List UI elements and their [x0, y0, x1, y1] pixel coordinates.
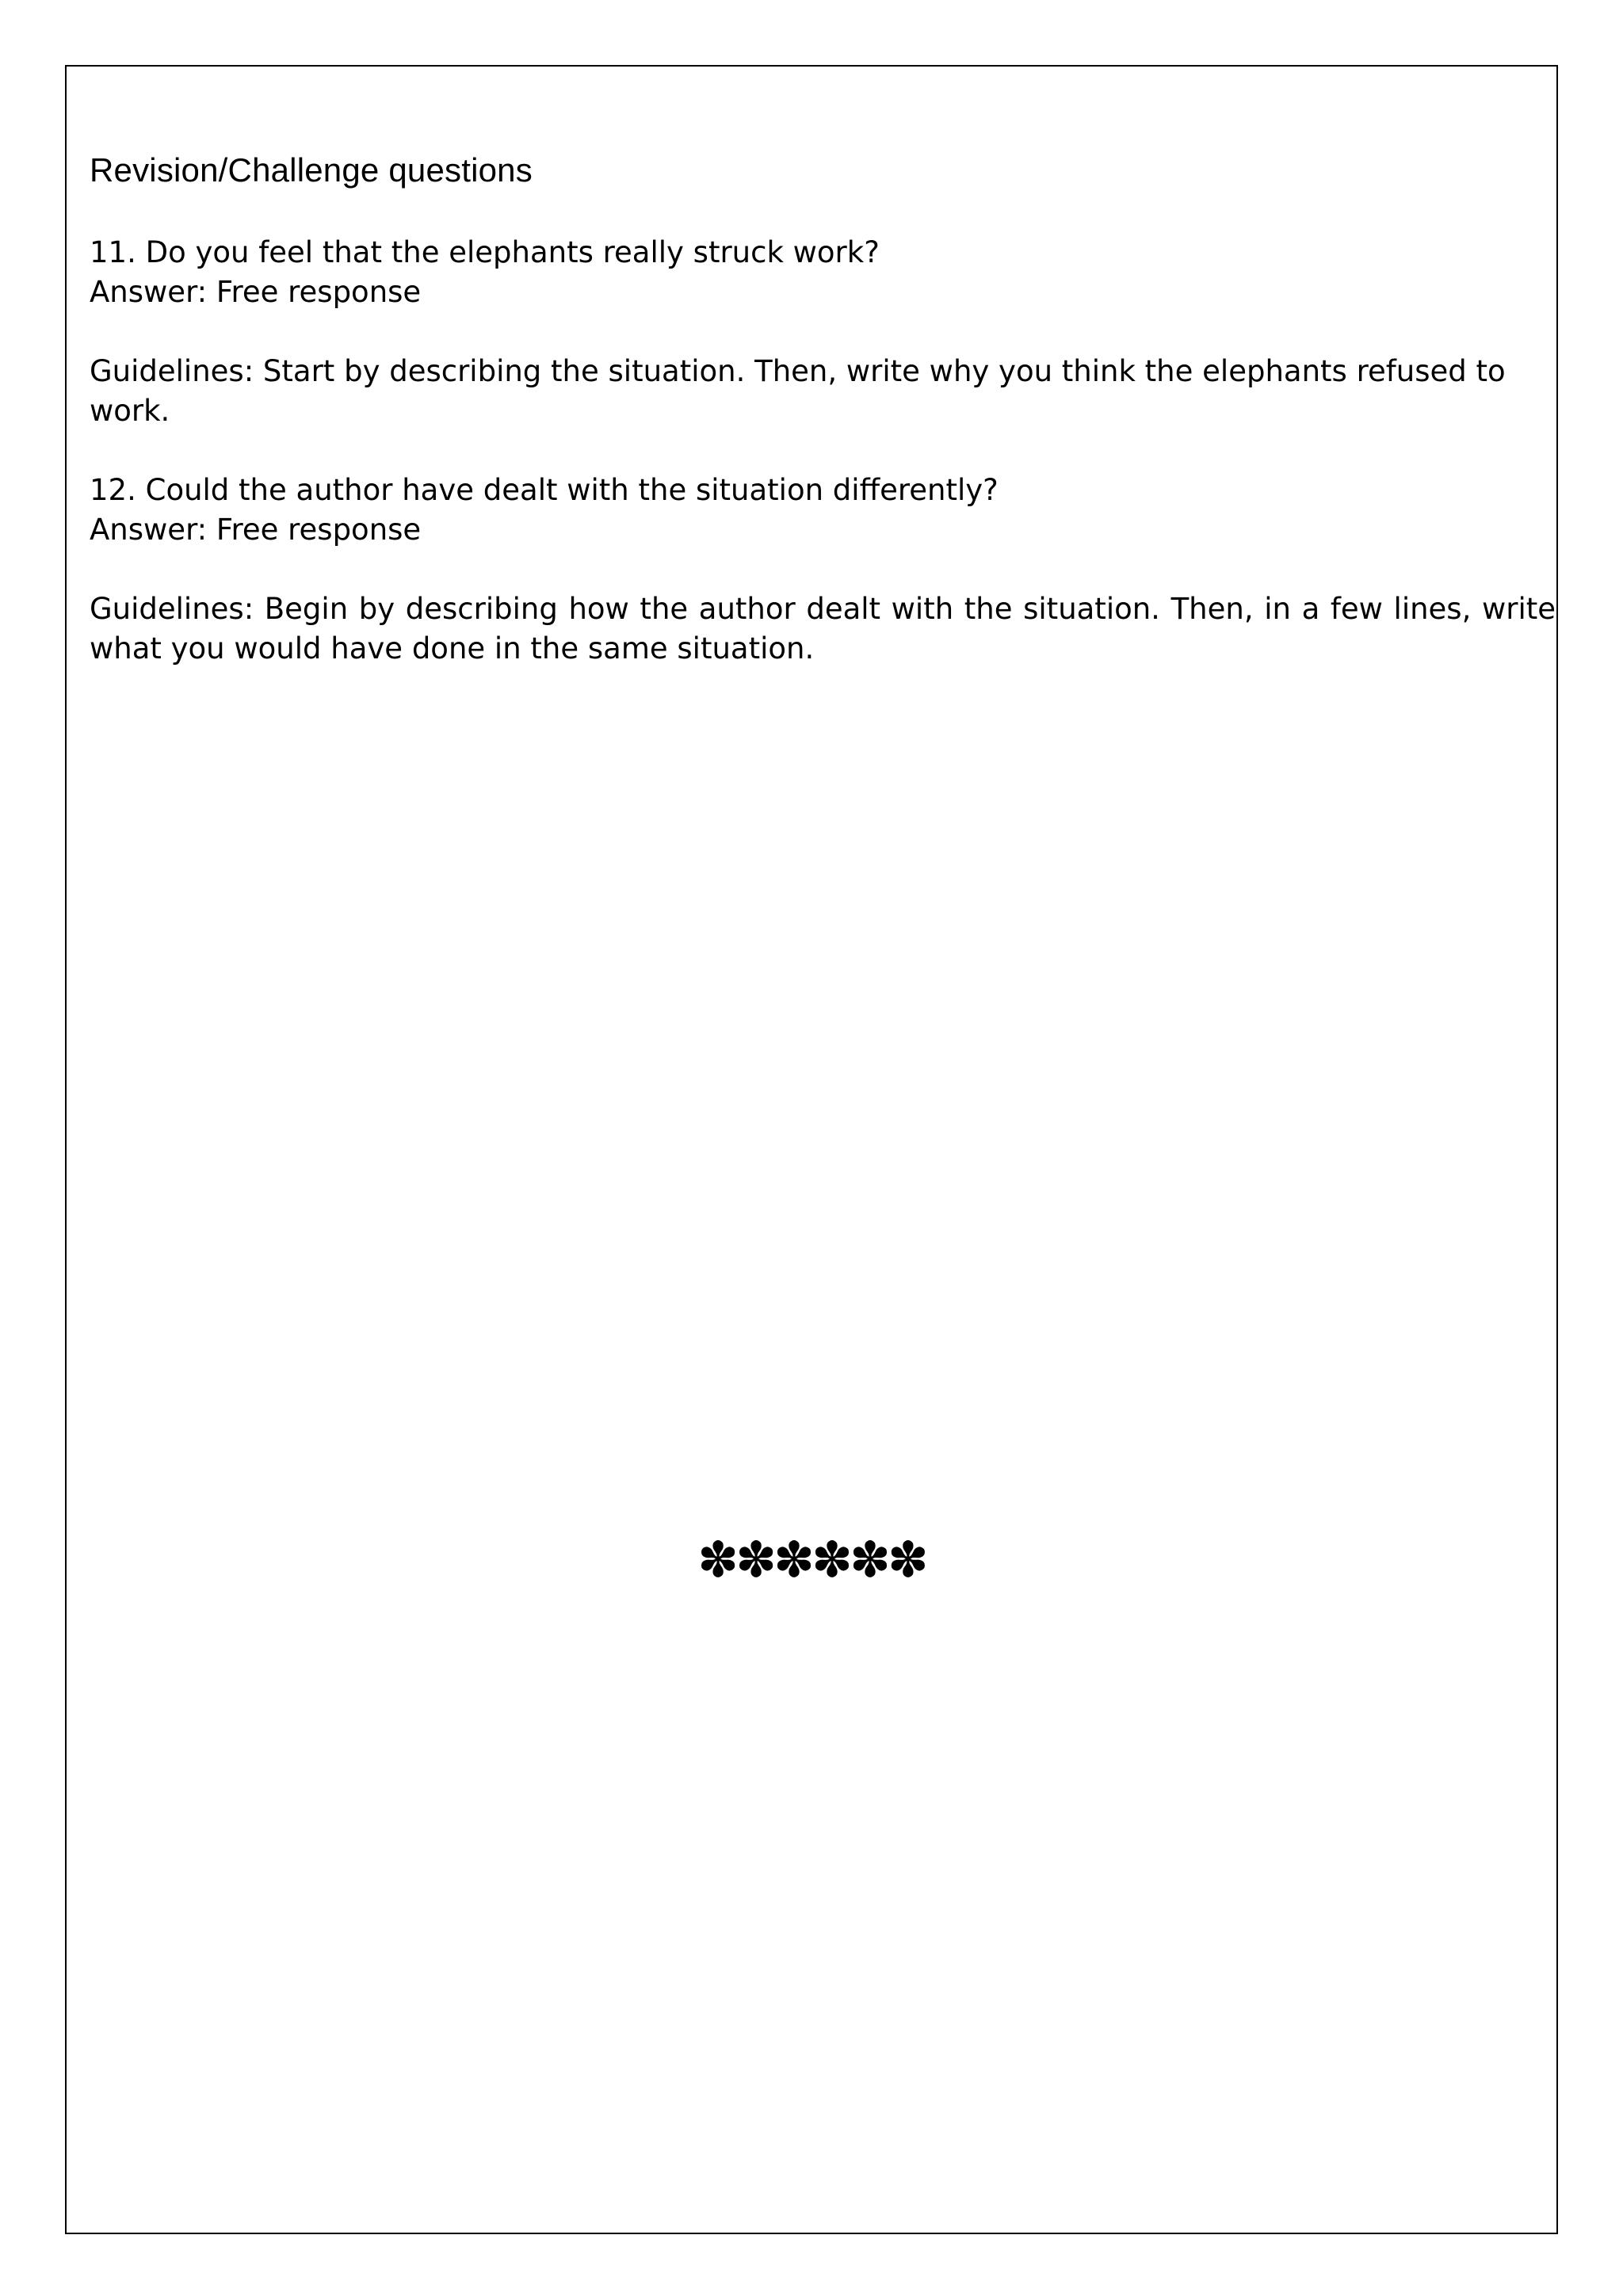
guidelines-12: Guidelines: Begin by describing how the author dealt with the situation. Then, in a few lines, write what you would have done in the same situation. [90, 592, 1556, 666]
answer-12: Answer: Free response [90, 513, 422, 547]
document-body [90, 151, 1556, 669]
spacer [90, 550, 1556, 589]
decorative-flower-divider: ✽✽✽✽✽✽ [697, 1531, 926, 1589]
question-12: 12. Could the author have dealt with the situation differently? [90, 473, 999, 508]
spacer [90, 431, 1556, 471]
spacer [90, 312, 1556, 352]
section-title: Revision/Challenge questions [90, 151, 533, 189]
guidelines-11: Guidelines: Start by describing the situation. Then, write why you think the elephants refused to work. [90, 354, 1506, 429]
question-11: 11. Do you feel that the elephants really struck work? [90, 235, 880, 270]
answer-11: Answer: Free response [90, 275, 422, 310]
